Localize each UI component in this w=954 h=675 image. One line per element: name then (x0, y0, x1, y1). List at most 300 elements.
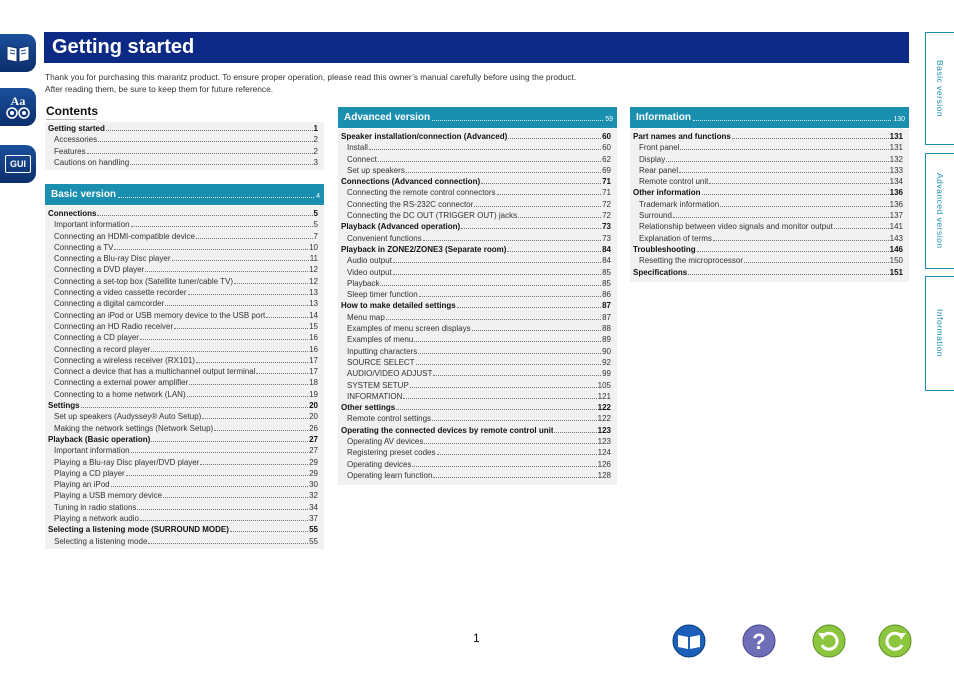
leader-dots (554, 432, 596, 433)
toc-entry-label: Examples of menu (347, 335, 414, 345)
toc-entry-link[interactable] (48, 457, 318, 468)
leader-dots (196, 362, 308, 363)
toc-entry-label: Connecting to a home network (LAN) (54, 389, 186, 399)
toc-entry-page: 151 (889, 267, 903, 277)
leader-dots (693, 120, 891, 121)
leader-dots (214, 430, 308, 431)
toc-section-link[interactable] (48, 434, 318, 445)
toc-entry-page: 122 (597, 414, 611, 424)
leader-dots (140, 520, 308, 521)
toc-entry-label: SYSTEM SETUP (347, 380, 409, 390)
toc-section-link[interactable] (341, 221, 611, 232)
toc-entry-link[interactable] (48, 310, 318, 321)
toc-entry-label: Remote control unit (639, 177, 709, 187)
leader-dots (174, 328, 308, 329)
leader-dots (437, 454, 597, 455)
toc-column-advanced (338, 107, 617, 485)
toc-entry-link[interactable] (633, 221, 903, 232)
toc-entry-link[interactable] (48, 479, 318, 490)
leader-dots (666, 161, 888, 162)
toc-entry-page: 136 (889, 199, 903, 209)
toc-entry-page: 131 (889, 143, 903, 153)
toc-entry-label: Connecting the DC OUT (TRIGGER OUT) jacks (347, 211, 518, 221)
leader-dots (418, 353, 601, 354)
leader-dots (410, 387, 597, 388)
leader-dots (432, 120, 603, 121)
leader-dots (380, 285, 601, 286)
toc-entry-label: SOURCE SELECT (347, 357, 415, 367)
toc-entry-label: Playing a Blu-ray Disc player/DVD player (54, 457, 200, 467)
gui-icon-button[interactable] (0, 145, 36, 183)
toc-entry-link[interactable] (341, 447, 611, 458)
toc-entry-label: Playing an iPod (54, 480, 110, 490)
leader-dots (131, 452, 309, 453)
toc-column-basic (45, 184, 324, 549)
toc-column-information (630, 107, 909, 282)
leader-dots (472, 330, 601, 331)
leader-dots (720, 206, 888, 207)
toc-entry-link[interactable] (341, 142, 611, 153)
toc-entry-page: 16 (309, 344, 318, 354)
toc-entry-page: 12 (309, 265, 318, 275)
toc-entry-link[interactable] (48, 146, 318, 157)
toc-entry-label: Playback (347, 278, 380, 288)
toc-entry-label: Sleep timer function (347, 290, 418, 300)
toc-entry-page: 60 (602, 132, 611, 141)
leader-dots (393, 262, 601, 263)
toc-entry-label: Playing a network audio (54, 514, 139, 524)
toc-section-link[interactable] (48, 208, 318, 219)
toc-entry-page: 89 (602, 335, 611, 345)
toc-entry-link[interactable] (48, 219, 318, 230)
toc-entry-page: 27 (309, 434, 318, 444)
toc-entry-link[interactable] (341, 165, 611, 176)
toc-entry-page: 150 (889, 256, 903, 266)
toc-entry-page: 19 (309, 389, 318, 399)
toc-entry-label: Connecting a digital camcorder (54, 299, 165, 309)
toc-entry-page: 55 (309, 525, 318, 535)
leader-dots (433, 477, 596, 478)
toc-entry-label: Trademark information (639, 199, 720, 209)
toc-entry-page: 84 (602, 244, 611, 254)
toc-entry-link[interactable] (341, 413, 611, 424)
toc-entry-label: Troubleshooting (633, 244, 696, 254)
toc-entry-link[interactable] (341, 210, 611, 221)
toc-entry-link[interactable] (48, 321, 318, 332)
toc-entry-link[interactable] (341, 334, 611, 345)
toc-entry-label: Registering preset codes (347, 448, 436, 458)
toc-entry-link[interactable] (633, 233, 903, 244)
leader-dots (106, 130, 313, 131)
toc-entry-label: Remote control settings (347, 414, 432, 424)
leader-dots (744, 262, 889, 263)
leader-dots (118, 197, 314, 198)
toc-entry-link[interactable] (633, 199, 903, 210)
toc-entry-link[interactable] (341, 267, 611, 278)
toc-entry-label: How to make detailed settings (341, 301, 456, 311)
leader-dots (433, 375, 601, 376)
toc-entry-label: Making the network settings (Network Setup) (54, 423, 214, 433)
leader-dots (679, 172, 889, 173)
toc-entry-link[interactable] (341, 357, 611, 368)
toc-entry-link[interactable] (48, 468, 318, 479)
toc-entry-link[interactable] (341, 368, 611, 379)
toc-entry-link[interactable] (48, 264, 318, 275)
toc-entry-page: 86 (602, 290, 611, 300)
leader-dots (196, 238, 313, 239)
toc-entry-link[interactable] (48, 355, 318, 366)
leader-dots (474, 206, 601, 207)
toc-entry-label: Important information (54, 446, 130, 456)
toc-entry-label: Selecting a listening mode (54, 536, 148, 546)
leader-dots (137, 509, 308, 510)
toc-entry-label: Connecting a Blu-ray Disc player (54, 254, 171, 264)
book-icon (5, 42, 31, 64)
toc-section-link[interactable] (633, 131, 903, 142)
toc-entry-link[interactable] (341, 289, 611, 300)
leader-dots (680, 149, 888, 150)
page-title: Getting started (44, 32, 909, 63)
toc-entry-label: Settings (48, 401, 80, 411)
toc-entry-page: 27 (309, 446, 318, 456)
toc-entry-label: Specifications (633, 267, 688, 277)
toc-section-link[interactable] (633, 187, 903, 198)
toc-entry-page: 123 (597, 437, 611, 447)
gui-icon-label: GUI (9, 159, 26, 169)
toc-entry-link[interactable] (48, 276, 318, 287)
toc-entry-label: Operating devices (347, 459, 412, 469)
leader-dots (126, 475, 308, 476)
toc-entry-link[interactable] (48, 242, 318, 253)
toc-entry-link[interactable] (633, 142, 903, 153)
page-number: 1 (473, 631, 480, 645)
toc-entry-link[interactable] (341, 391, 611, 402)
toc-entry-link[interactable] (48, 490, 318, 501)
leader-dots (403, 398, 596, 399)
toc-entry-label: Rear panel (639, 165, 679, 175)
toc-entry-page: 11 (309, 254, 318, 264)
leader-dots (97, 215, 312, 216)
toc-section-link[interactable] (48, 123, 318, 134)
toc-section-link[interactable] (341, 176, 611, 187)
tab-basic-version-label: Basic version (935, 59, 945, 118)
toc-entry-label: AUDIO/VIDEO ADJUST (347, 369, 433, 379)
toc-entry-page: 71 (602, 188, 611, 198)
toc-entry-label: Connecting an HD Radio receiver (54, 321, 174, 331)
toc-entry-label: Operating learn function (347, 470, 433, 480)
toc-entry-page: 5 (313, 220, 318, 230)
information-header[interactable] (630, 107, 909, 128)
toc-entry-link[interactable] (341, 233, 611, 244)
toc-entry-label: Connecting a TV (54, 242, 114, 252)
toc-section-link[interactable] (633, 267, 903, 278)
toc-entry-link[interactable] (633, 255, 903, 266)
toc-entry-label: Playing a USB memory device (54, 491, 163, 501)
toc-entry-page: 29 (309, 468, 318, 478)
toc-entry-label: Connecting a record player (54, 344, 151, 354)
basic-version-header[interactable] (45, 184, 324, 205)
leader-dots (130, 164, 312, 165)
toc-entry-page: 12 (309, 276, 318, 286)
leader-dots (145, 271, 308, 272)
toc-entry-page: 122 (597, 403, 611, 413)
toc-entry-label: Selecting a listening mode (SURROUND MODE) (48, 525, 229, 535)
information-list (630, 129, 909, 282)
toc-entry-page: 121 (597, 391, 611, 401)
toc-entry-link[interactable] (48, 231, 318, 242)
toc-section-link[interactable] (341, 244, 611, 255)
toc-entry-label: Connections (48, 209, 97, 218)
font-settings-icon-button[interactable] (0, 88, 36, 126)
toc-entry-page: 90 (602, 346, 611, 356)
leader-dots (406, 172, 601, 173)
leader-dots (507, 251, 601, 252)
leader-dots (423, 240, 601, 241)
toc-entry-label: Convenient functions (347, 233, 422, 243)
toc-section-link[interactable] (341, 131, 611, 142)
leader-dots (713, 240, 889, 241)
leader-dots (114, 249, 308, 250)
svg-text:?: ? (752, 629, 766, 654)
toc-entry-link[interactable] (341, 436, 611, 447)
leader-dots (163, 497, 308, 498)
advanced-version-header[interactable] (338, 107, 617, 128)
toc-entry-page: 15 (309, 321, 318, 331)
toc-entry-page: 133 (889, 165, 903, 175)
toc-entry-link[interactable] (633, 176, 903, 187)
leader-dots (266, 317, 308, 318)
toc-entry-page: 17 (309, 355, 318, 365)
toc-entry-link[interactable] (48, 513, 318, 524)
toc-entry-label: Accessories (54, 135, 98, 145)
toc-entry-link[interactable] (341, 470, 611, 481)
toc-entry-page: 5 (313, 209, 318, 218)
toc-entry-page: 72 (602, 211, 611, 221)
leader-dots (508, 138, 601, 139)
toc-entry-link[interactable] (633, 165, 903, 176)
toc-entry-page: 141 (889, 222, 903, 232)
toc-entry-page: 85 (602, 267, 611, 277)
toc-entry-link[interactable] (48, 157, 318, 168)
toc-entry-label: Set up speakers (Audyssey® Auto Setup) (54, 412, 202, 422)
leader-dots (234, 283, 308, 284)
toc-entry-label: Connecting a DVD player (54, 265, 145, 275)
toc-entry-link[interactable] (48, 445, 318, 456)
leader-dots (673, 217, 889, 218)
contents-heading: Contents (46, 104, 98, 118)
book-icon-button[interactable] (0, 34, 36, 72)
toc-entry-label: Operating the connected devices by remote control unit (341, 425, 554, 435)
leader-dots (172, 260, 309, 261)
aa-icon: Aa (10, 94, 26, 108)
book-icon[interactable] (672, 624, 706, 658)
gui-icon (5, 155, 31, 173)
tab-information-label: Information (935, 309, 945, 358)
toc-entry-label: Explanation of terms (639, 233, 712, 243)
toc-entry-label: Part names and functions (633, 132, 731, 141)
toc-entry-link[interactable] (48, 502, 318, 513)
leader-dots (188, 294, 309, 295)
tab-advanced-version[interactable] (925, 153, 954, 269)
toc-entry-link[interactable] (48, 366, 318, 377)
toc-entry-label: Front panel (639, 143, 680, 153)
toc-entry-link[interactable] (341, 187, 611, 198)
toc-entry-link[interactable] (341, 278, 611, 289)
leader-dots (148, 543, 308, 544)
toc-entry-page: 3 (313, 157, 318, 167)
toc-entry-label: Connect a device that has a multichannel output terminal (54, 367, 256, 377)
toc-entry-page: 136 (889, 188, 903, 198)
toc-entry-link[interactable] (48, 344, 318, 355)
toc-section-link[interactable] (341, 402, 611, 413)
toc-entry-page: 37 (309, 514, 318, 524)
toc-entry-label: Connecting the remote control connectors (347, 188, 496, 198)
information-header-label: Information (636, 112, 691, 123)
toc-entry-page: 2 (313, 135, 318, 145)
advanced-version-list (338, 129, 617, 485)
toc-entry-page: 87 (602, 301, 611, 311)
toc-entry-label: Inputting characters (347, 346, 418, 356)
toc-entry-label: Connecting a set-top box (Satellite tuner/cable TV) (54, 276, 234, 286)
toc-entry-label: Surround (639, 211, 672, 221)
toc-entry-label: Playback in ZONE2/ZONE3 (Separate room) (341, 244, 507, 254)
toc-entry-link[interactable] (341, 312, 611, 323)
toc-entry-label: Connecting the RS-232C connector (347, 199, 474, 209)
toc-entry-link[interactable] (48, 332, 318, 343)
toc-entry-page: 73 (602, 222, 611, 232)
help-icon[interactable] (742, 624, 776, 658)
leader-dots (200, 464, 308, 465)
advanced-version-header-label: Advanced version (344, 112, 431, 123)
toc-entry-page: 7 (313, 231, 318, 241)
toc-section-link[interactable] (341, 425, 611, 436)
toc-entry-link[interactable] (48, 389, 318, 400)
toc-entry-link[interactable] (633, 154, 903, 165)
leader-dots (202, 418, 308, 419)
forward-icon[interactable] (878, 624, 912, 658)
leader-dots (140, 339, 308, 340)
toc-entry-link[interactable] (48, 298, 318, 309)
toc-section-link[interactable] (633, 244, 903, 255)
leader-dots (378, 161, 601, 162)
toc-entry-label: Display (639, 154, 666, 164)
toc-entry-link[interactable] (341, 199, 611, 210)
toc-entry-page: 29 (309, 457, 318, 467)
leader-dots (412, 466, 596, 467)
toc-entry-label: Playback (Basic operation) (48, 434, 151, 444)
toc-section-link[interactable] (48, 524, 318, 535)
tab-information[interactable] (925, 276, 954, 391)
toc-entry-page: 126 (597, 459, 611, 469)
toc-entry-link[interactable] (341, 380, 611, 391)
leader-dots (230, 531, 308, 532)
toc-entry-page: 124 (597, 448, 611, 458)
toc-entry-label: Connecting an HDMI-compatible device (54, 231, 195, 241)
toc-entry-label: Relationship between video signals and monitor output (639, 222, 833, 232)
leader-dots (461, 228, 601, 229)
leader-dots (131, 226, 313, 227)
toc-entry-link[interactable] (341, 154, 611, 165)
toc-entry-page: 13 (309, 288, 318, 298)
toc-entry-link[interactable] (48, 134, 318, 145)
toc-entry-page: 71 (602, 177, 611, 187)
toc-entry-page: 88 (602, 324, 611, 334)
leader-dots (256, 373, 308, 374)
intro-text (45, 71, 745, 95)
toc-entry-page: 73 (602, 233, 611, 243)
toc-entry-label: Other information (633, 188, 701, 198)
toc-entry-link[interactable] (48, 423, 318, 434)
leader-dots (709, 183, 888, 184)
toc-entry-label: Connecting a video cassette recorder (54, 288, 187, 298)
leader-dots (396, 409, 596, 410)
toc-entry-page: 30 (309, 480, 318, 490)
knobs-icon (5, 107, 31, 119)
leader-dots (424, 443, 596, 444)
toc-entry-label: Connect (347, 154, 377, 164)
back-icon[interactable] (812, 624, 846, 658)
intro-line-2: After reading them, be sure to keep them for future reference. (45, 84, 274, 95)
toc-entry-label: Connecting a external power amplifier (54, 378, 189, 388)
leader-dots (151, 441, 308, 442)
toc-entry-page: 72 (602, 199, 611, 209)
leader-dots (732, 138, 889, 139)
toc-entry-link[interactable] (48, 287, 318, 298)
toc-entry-page: 99 (602, 369, 611, 379)
toc-column-getting-started (45, 122, 324, 170)
advanced-version-header-page: 59 (605, 116, 613, 123)
toc-entry-page: 17 (309, 367, 318, 377)
toc-entry-link[interactable] (48, 253, 318, 264)
toc-section-link[interactable] (341, 300, 611, 311)
leader-dots (697, 251, 889, 252)
toc-entry-link[interactable] (633, 210, 903, 221)
toc-entry-label: Connecting an iPod or USB memory device to the USB port (54, 310, 266, 320)
toc-section-link[interactable] (48, 400, 318, 411)
toc-entry-page: 105 (597, 380, 611, 390)
toc-entry-page: 128 (597, 470, 611, 480)
leader-dots (189, 384, 308, 385)
leader-dots (518, 217, 601, 218)
intro-line-1: Thank you for purchasing this marantz product. To ensure proper operation, please read this owner’s manual carefully before using the product. (45, 72, 577, 82)
toc-entry-link[interactable] (341, 346, 611, 357)
leader-dots (87, 153, 313, 154)
basic-version-header-label: Basic version (51, 189, 117, 200)
toc-entry-label: Connections (Advanced connection) (341, 177, 481, 187)
leader-dots (187, 396, 308, 397)
toc-entry-page: 18 (309, 378, 318, 388)
toc-entry-label: Playing a CD player (54, 468, 125, 478)
tab-advanced-version-label: Advanced version (935, 173, 945, 249)
leader-dots (111, 486, 309, 487)
leader-dots (432, 420, 597, 421)
toc-entry-label: Cautions on handling (54, 157, 130, 167)
toc-entry-page: 2 (313, 146, 318, 156)
toc-entry-label: Connecting a wireless receiver (RX101) (54, 355, 195, 365)
toc-entry-page: 134 (889, 177, 903, 187)
toc-entry-link[interactable] (48, 377, 318, 388)
leader-dots (165, 305, 308, 306)
toc-entry-link[interactable] (341, 255, 611, 266)
toc-entry-link[interactable] (48, 536, 318, 547)
toc-entry-link[interactable] (341, 459, 611, 470)
toc-entry-label: Other settings (341, 403, 396, 413)
toc-entry-link[interactable] (341, 323, 611, 334)
toc-entry-page: 85 (602, 278, 611, 288)
toc-entry-link[interactable] (48, 411, 318, 422)
tab-basic-version[interactable] (925, 32, 954, 145)
toc-entry-label: INFORMATION (347, 391, 403, 401)
